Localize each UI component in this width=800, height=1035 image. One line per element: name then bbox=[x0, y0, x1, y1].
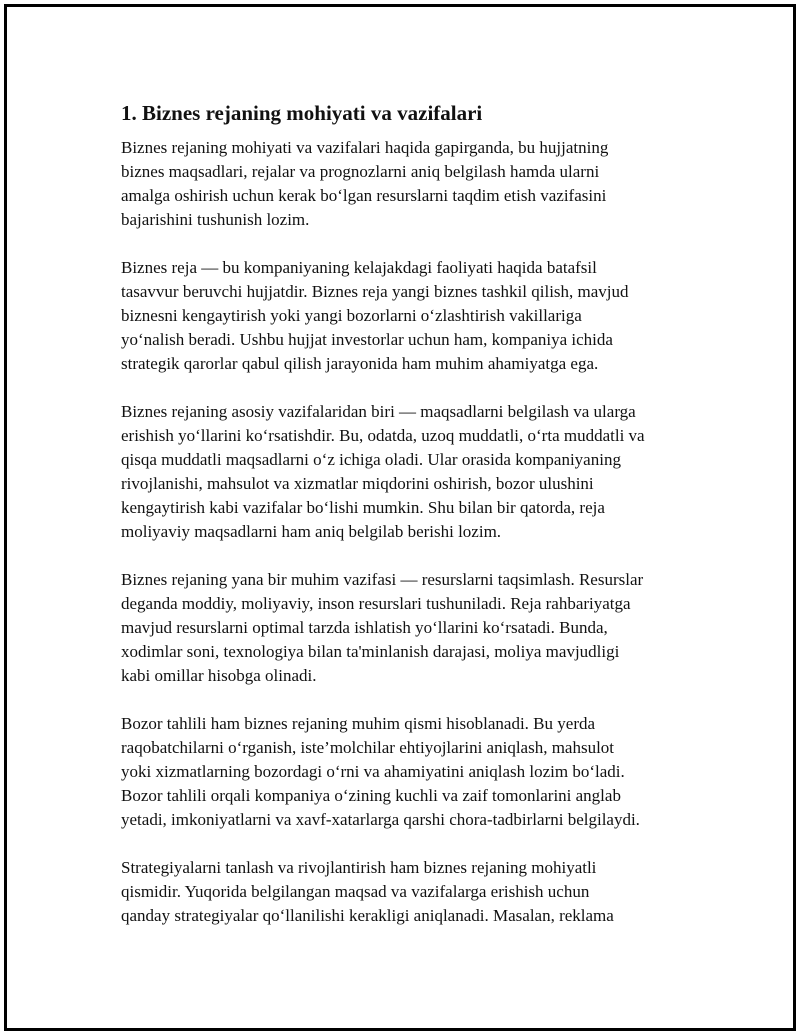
text-line: Biznes reja — bu kompaniyaning kelajakdagi faoliyati haqida batafsil bbox=[121, 258, 597, 277]
text-line: yo‘nalish beradi. Ushbu hujjat investorlar uchun ham, kompaniya ichida bbox=[121, 330, 613, 349]
page-frame bbox=[4, 4, 796, 1031]
text-line: moliyaviy maqsadlarni ham aniq belgilab berishi lozim. bbox=[121, 522, 502, 541]
paragraph-6 bbox=[121, 856, 701, 928]
text-line: yoki xizmatlarning bozordagi o‘rni va ahamiyatini aniqlash lozim bo‘ladi. bbox=[121, 762, 625, 781]
text-line: qismidir. Yuqorida belgilangan maqsad va vazifalarga erishish uchun bbox=[121, 882, 590, 901]
text-line: Biznes rejaning yana bir muhim vazifasi — resurslarni taqsimlash. Resurslar bbox=[121, 570, 644, 589]
text-line: mavjud resurslarni optimal tarzda ishlatish yo‘llarini ko‘rsatadi. Bunda, bbox=[121, 618, 608, 637]
text-line: bajarishini tushunish lozim. bbox=[121, 210, 310, 229]
text-line: biznesni kengaytirish yoki yangi bozorlarni o‘zlashtirish vakillariga bbox=[121, 306, 582, 325]
text-line: qisqa muddatli maqsadlarni o‘z ichiga oladi. Ular orasida kompaniyaning bbox=[121, 450, 621, 469]
text-line: Bozor tahlili ham biznes rejaning muhim qismi hisoblanadi. Bu yerda bbox=[121, 714, 596, 733]
text-line: Strategiyalarni tanlash va rivojlantirish ham biznes rejaning mohiyatli bbox=[121, 858, 597, 877]
text-line: xodimlar soni, texnologiya bilan ta'minlanish darajasi, moliya mavjudligi bbox=[121, 642, 620, 661]
paragraph-2 bbox=[121, 256, 701, 376]
text-line: rivojlanishi, mahsulot va xizmatlar miqdorini oshirish, bozor ulushini bbox=[121, 474, 594, 493]
text-line: kabi omillar hisobga olinadi. bbox=[121, 666, 317, 685]
text-line: erishish yo‘llarini ko‘rsatishdir. Bu, odatda, uzoq muddatli, o‘rta muddatli va bbox=[121, 426, 645, 445]
paragraph-4 bbox=[121, 568, 701, 688]
paragraph-3 bbox=[121, 400, 701, 544]
text-line: deganda moddiy, moliyaviy, inson resurslari tushuniladi. Reja rahbariyatga bbox=[121, 594, 631, 613]
text-line: Biznes rejaning mohiyati va vazifalari haqida gapirganda, bu hujjatning bbox=[121, 138, 609, 157]
text-line: raqobatchilarni o‘rganish, iste’molchilar ehtiyojlarini aniqlash, mahsulot bbox=[121, 738, 615, 757]
section-heading: 1. Biznes rejaning mohiyati va vazifalari bbox=[121, 101, 483, 125]
text-line: qanday strategiyalar qo‘llanilishi kerakligi aniqlanadi. Masalan, reklama bbox=[121, 906, 614, 925]
text-line: Bozor tahlili orqali kompaniya o‘zining kuchli va zaif tomonlarini anglab bbox=[121, 786, 621, 805]
text-line: tasavvur beruvchi hujjatdir. Biznes reja yangi biznes tashkil qilish, mavjud bbox=[121, 282, 629, 301]
text-line: Biznes rejaning asosiy vazifalaridan biri — maqsadlarni belgilash va ularga bbox=[121, 402, 636, 421]
text-line: kengaytirish kabi vazifalar bo‘lishi mumkin. Shu bilan bir qatorda, reja bbox=[121, 498, 605, 517]
document-body bbox=[121, 99, 701, 952]
paragraph-5 bbox=[121, 712, 701, 832]
text-line: yetadi, imkoniyatlarni va xavf-xatarlarga qarshi chora-tadbirlarni belgilaydi. bbox=[121, 810, 640, 829]
paragraph-1 bbox=[121, 136, 701, 232]
text-line: strategik qarorlar qabul qilish jarayonida ham muhim ahamiyatga ega. bbox=[121, 354, 599, 373]
text-line: biznes maqsadlari, rejalar va prognozlarni aniq belgilash hamda ularni bbox=[121, 162, 600, 181]
text-line: amalga oshirish uchun kerak bo‘lgan resurslarni taqdim etish vazifasini bbox=[121, 186, 607, 205]
